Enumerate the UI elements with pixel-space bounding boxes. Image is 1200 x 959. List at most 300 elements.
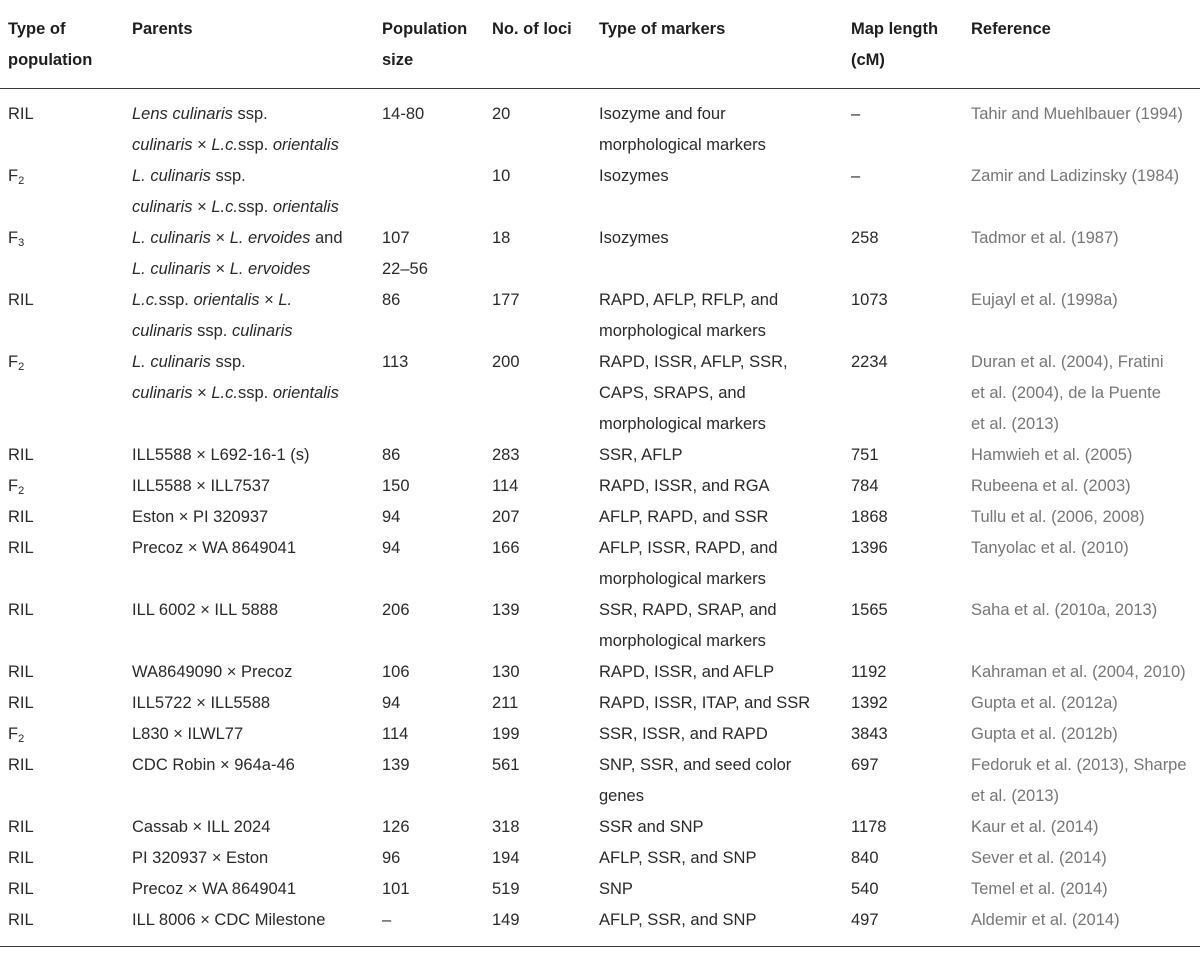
markers-cell	[591, 750, 843, 812]
map-length: 1178	[851, 818, 887, 836]
taxon-name: L. ervoides	[229, 229, 311, 247]
loci-cell	[484, 440, 591, 471]
population-size-cell	[374, 161, 484, 223]
map-length-cell	[843, 502, 963, 533]
map-length: 751	[851, 446, 879, 464]
marker-types: Isozyme and four	[599, 105, 726, 123]
parents-text: CDC Robin × 964a-46	[132, 756, 295, 774]
parents-text: ssp.	[232, 105, 268, 123]
taxon-name: L. ervoides	[229, 260, 311, 278]
population-size-cell	[374, 750, 484, 812]
population-size-cell	[374, 533, 484, 595]
loci-cell	[484, 843, 591, 874]
taxon-name: culinaris	[132, 384, 193, 402]
marker-types: AFLP, RAPD, and SSR	[599, 508, 769, 526]
marker-types: RAPD, ISSR, and RGA	[599, 477, 770, 495]
map-length-cell	[843, 905, 963, 947]
population-size: 96	[382, 849, 401, 867]
population-type	[8, 688, 124, 719]
population-type-cell	[0, 843, 124, 874]
header-type-of-markers: Type of markers	[599, 20, 726, 38]
population-type-label: RIL	[8, 694, 34, 712]
reference-cell	[963, 905, 1200, 947]
marker-types: morphological markers	[599, 415, 766, 433]
parents-line	[132, 905, 374, 936]
marker-types: RAPD, ISSR, AFLP, SSR,	[599, 353, 788, 371]
parents-text: ssp.	[237, 198, 273, 216]
reference-citation: Kahraman et al. (2004, 2010)	[971, 663, 1186, 681]
parents-cell	[124, 657, 374, 688]
header-reference: Reference	[971, 20, 1051, 38]
map-length: 784	[851, 477, 879, 495]
population-type-cell	[0, 812, 124, 843]
map-length: 1192	[851, 663, 887, 681]
parents-cell	[124, 905, 374, 947]
population-type-label: RIL	[8, 663, 34, 681]
markers-cell	[591, 347, 843, 440]
markers-cell	[591, 89, 843, 162]
map-length: 2234	[851, 353, 888, 371]
population-size: 206	[382, 601, 410, 619]
population-size: –	[382, 911, 392, 929]
table-row	[0, 285, 1200, 347]
reference-cell	[963, 688, 1200, 719]
parents-cell	[124, 347, 374, 440]
parents-text: PI 320937 × Eston	[132, 849, 269, 867]
parents-line	[132, 750, 374, 781]
no-of-loci: 519	[492, 880, 520, 898]
table-row	[0, 719, 1200, 750]
reference-cell	[963, 502, 1200, 533]
map-length-cell	[843, 285, 963, 347]
loci-cell	[484, 657, 591, 688]
population-size: 101	[382, 880, 410, 898]
marker-types: RAPD, ISSR, ITAP, and SSR	[599, 694, 811, 712]
reference-citation: Duran et al. (2004), Fratini	[971, 353, 1164, 371]
markers-cell	[591, 657, 843, 688]
map-length-cell	[843, 657, 963, 688]
no-of-loci: 166	[492, 539, 520, 557]
marker-types: AFLP, SSR, and SNP	[599, 849, 757, 867]
population-type-cell	[0, 161, 124, 223]
loci-cell	[484, 595, 591, 657]
population-size: 106	[382, 663, 410, 681]
generation-subscript: 3	[18, 237, 25, 249]
population-size: 14-80	[382, 105, 425, 123]
parents-cell	[124, 161, 374, 223]
no-of-loci: 207	[492, 508, 520, 526]
parents-line	[132, 719, 374, 750]
marker-types: AFLP, SSR, and SNP	[599, 911, 757, 929]
map-length: 540	[851, 880, 879, 898]
map-length-cell	[843, 533, 963, 595]
reference-cell	[963, 471, 1200, 502]
parents-text: ssp.	[210, 167, 246, 185]
table-row	[0, 905, 1200, 947]
parents-line	[132, 316, 374, 347]
taxon-name: L.c.	[211, 136, 238, 154]
taxon-name: L.c.	[211, 384, 238, 402]
map-length: 1073	[851, 291, 888, 309]
reference-cell	[963, 347, 1200, 440]
population-type	[8, 285, 124, 316]
marker-types: AFLP, ISSR, RAPD, and	[599, 539, 778, 557]
map-length-cell	[843, 440, 963, 471]
header-no-of-loci: No. of loci	[492, 20, 572, 38]
parents-text: ssp.	[210, 353, 246, 371]
table-row	[0, 750, 1200, 812]
taxon-name: culinaris	[132, 198, 193, 216]
reference-citation: et al. (2013)	[971, 787, 1060, 805]
marker-types: Isozymes	[599, 229, 669, 247]
markers-cell	[591, 161, 843, 223]
taxon-name: Lens culinaris	[132, 105, 233, 123]
no-of-loci: 20	[492, 105, 511, 123]
lentil-mapping-populations-table	[0, 4, 1200, 947]
population-type-cell	[0, 719, 124, 750]
population-type-cell	[0, 905, 124, 947]
parents-text: and	[310, 229, 343, 247]
reference-citation: Kaur et al. (2014)	[971, 818, 1099, 836]
no-of-loci: 199	[492, 725, 520, 743]
loci-cell	[484, 533, 591, 595]
parents-cell	[124, 223, 374, 285]
population-type-label: RIL	[8, 105, 34, 123]
map-length: 497	[851, 911, 879, 929]
population-type-label: RIL	[8, 756, 34, 774]
population-type	[8, 719, 124, 750]
no-of-loci: 10	[492, 167, 511, 185]
map-length: 840	[851, 849, 879, 867]
parents-cell	[124, 719, 374, 750]
table-row	[0, 161, 1200, 223]
population-type	[8, 161, 124, 192]
reference-cell	[963, 89, 1200, 162]
markers-cell	[591, 719, 843, 750]
population-size: 22–56	[382, 260, 428, 278]
parents-line	[132, 285, 374, 316]
population-type-label: F	[8, 229, 19, 247]
reference-citation: Saha et al. (2010a, 2013)	[971, 601, 1158, 619]
parents-text: ssp.	[192, 322, 232, 340]
table-row	[0, 89, 1200, 162]
map-length: 1565	[851, 601, 888, 619]
table-row	[0, 874, 1200, 905]
population-size-cell	[374, 843, 484, 874]
generation-subscript: 2	[18, 733, 25, 745]
map-length-cell	[843, 471, 963, 502]
population-type	[8, 502, 124, 533]
parents-text: ssp.	[237, 384, 273, 402]
parents-cell	[124, 688, 374, 719]
map-length-cell	[843, 688, 963, 719]
parents-text: ×	[192, 384, 212, 402]
table-row	[0, 440, 1200, 471]
no-of-loci: 139	[492, 601, 520, 619]
table-row	[0, 347, 1200, 440]
loci-cell	[484, 471, 591, 502]
loci-cell	[484, 812, 591, 843]
map-length-cell	[843, 223, 963, 285]
parents-cell	[124, 843, 374, 874]
population-type-label: F	[8, 725, 19, 743]
reference-citation: et al. (2004), de la Puente	[971, 384, 1161, 402]
population-size-cell	[374, 688, 484, 719]
reference-citation: et al. (2013)	[971, 415, 1060, 433]
population-size: 94	[382, 508, 401, 526]
no-of-loci: 18	[492, 229, 511, 247]
taxon-name: L.c.	[132, 291, 159, 309]
map-length-cell	[843, 843, 963, 874]
taxon-name: orientalis	[272, 136, 339, 154]
parents-cell	[124, 533, 374, 595]
no-of-loci: 149	[492, 911, 520, 929]
parents-text: ssp.	[158, 291, 194, 309]
header-parents: Parents	[132, 20, 193, 38]
no-of-loci: 318	[492, 818, 520, 836]
marker-types: Isozymes	[599, 167, 669, 185]
parents-line	[132, 254, 374, 285]
markers-cell	[591, 843, 843, 874]
taxon-name: orientalis	[272, 384, 339, 402]
population-size: 94	[382, 694, 401, 712]
map-length-cell	[843, 719, 963, 750]
markers-cell	[591, 223, 843, 285]
parents-text: ×	[259, 291, 279, 309]
markers-cell	[591, 285, 843, 347]
marker-types: SSR and SNP	[599, 818, 704, 836]
population-size: 113	[382, 353, 409, 371]
marker-types: RAPD, AFLP, RFLP, and	[599, 291, 779, 309]
reference-citation: Tullu et al. (2006, 2008)	[971, 508, 1145, 526]
taxon-name: L. culinaris	[132, 167, 211, 185]
parents-line	[132, 223, 374, 254]
table-row	[0, 223, 1200, 285]
table-row	[0, 595, 1200, 657]
header-map-length: Map length (cM)	[851, 20, 939, 69]
parents-text: ILL 6002 × ILL 5888	[132, 601, 279, 619]
table-body	[0, 89, 1200, 947]
parents-text: ILL5588 × L692-16-1 (s)	[132, 446, 310, 464]
loci-cell	[484, 719, 591, 750]
population-type	[8, 750, 124, 781]
parents-text: ILL5588 × ILL7537	[132, 477, 271, 495]
taxon-name: L.c.	[211, 198, 238, 216]
parents-text: ×	[210, 260, 230, 278]
no-of-loci: 561	[492, 756, 520, 774]
reference-citation: Gupta et al. (2012b)	[971, 725, 1118, 743]
reference-cell	[963, 874, 1200, 905]
reference-cell	[963, 440, 1200, 471]
marker-types: SSR, AFLP	[599, 446, 683, 464]
taxon-name: orientalis	[193, 291, 260, 309]
loci-cell	[484, 750, 591, 812]
generation-subscript: 2	[18, 485, 25, 497]
marker-types: genes	[599, 787, 644, 805]
reference-cell	[963, 285, 1200, 347]
population-type-label: F	[8, 477, 19, 495]
population-size-cell	[374, 719, 484, 750]
marker-types: SSR, ISSR, and RAPD	[599, 725, 768, 743]
population-type-label: RIL	[8, 291, 34, 309]
population-size-cell	[374, 812, 484, 843]
loci-cell	[484, 905, 591, 947]
loci-cell	[484, 161, 591, 223]
reference-cell	[963, 843, 1200, 874]
no-of-loci: 130	[492, 663, 520, 681]
population-type-cell	[0, 502, 124, 533]
table-row	[0, 657, 1200, 688]
no-of-loci: 114	[492, 477, 519, 495]
population-type	[8, 874, 124, 905]
loci-cell	[484, 89, 591, 162]
parents-cell	[124, 440, 374, 471]
taxon-name: culinaris	[132, 322, 193, 340]
parents-line	[132, 688, 374, 719]
population-type	[8, 905, 124, 936]
population-type	[8, 595, 124, 626]
population-type	[8, 843, 124, 874]
population-type-cell	[0, 688, 124, 719]
header-type-of-population: Type of population	[8, 20, 93, 69]
population-type-cell	[0, 533, 124, 595]
population-type-label: F	[8, 353, 19, 371]
map-length-cell	[843, 89, 963, 162]
population-type	[8, 657, 124, 688]
marker-types: morphological markers	[599, 136, 766, 154]
table-row	[0, 843, 1200, 874]
population-type-cell	[0, 223, 124, 285]
parents-text: Precoz × WA 8649041	[132, 880, 297, 898]
map-length: –	[851, 105, 861, 123]
markers-cell	[591, 533, 843, 595]
reference-citation: Tadmor et al. (1987)	[971, 229, 1119, 247]
population-size-cell	[374, 89, 484, 162]
marker-types: SSR, RAPD, SRAP, and	[599, 601, 777, 619]
population-type-label: RIL	[8, 818, 34, 836]
taxon-name: L. culinaris	[132, 260, 211, 278]
parents-line	[132, 471, 374, 502]
table-row	[0, 812, 1200, 843]
population-size: 107	[382, 229, 410, 247]
map-length: 1396	[851, 539, 888, 557]
generation-subscript: 2	[18, 361, 25, 373]
marker-types: morphological markers	[599, 632, 766, 650]
parents-line	[132, 533, 374, 564]
loci-cell	[484, 347, 591, 440]
taxon-name: culinaris	[132, 136, 193, 154]
reference-cell	[963, 533, 1200, 595]
marker-types: SNP	[599, 880, 633, 898]
map-length-cell	[843, 874, 963, 905]
parents-cell	[124, 874, 374, 905]
markers-cell	[591, 595, 843, 657]
parents-text: ×	[210, 229, 230, 247]
parents-text: ILL5722 × ILL5588	[132, 694, 271, 712]
reference-citation: Zamir and Ladizinsky (1984)	[971, 167, 1180, 185]
map-length-cell	[843, 812, 963, 843]
table-row	[0, 502, 1200, 533]
markers-cell	[591, 440, 843, 471]
population-size: 86	[382, 291, 401, 309]
population-size-cell	[374, 347, 484, 440]
marker-types: CAPS, SRAPS, and	[599, 384, 746, 402]
map-length-cell	[843, 161, 963, 223]
parents-text: ×	[192, 198, 212, 216]
reference-cell	[963, 812, 1200, 843]
parents-text: WA8649090 × Precoz	[132, 663, 293, 681]
reference-citation: Tanyolac et al. (2010)	[971, 539, 1129, 557]
reference-citation: Hamwieh et al. (2005)	[971, 446, 1133, 464]
reference-cell	[963, 595, 1200, 657]
population-size-cell	[374, 657, 484, 688]
taxon-name: L. culinaris	[132, 229, 211, 247]
map-length: 1868	[851, 508, 888, 526]
reference-citation: Aldemir et al. (2014)	[971, 911, 1120, 929]
population-type-cell	[0, 471, 124, 502]
parents-line	[132, 440, 374, 471]
markers-cell	[591, 471, 843, 502]
no-of-loci: 211	[492, 694, 519, 712]
population-size-cell	[374, 223, 484, 285]
parents-cell	[124, 595, 374, 657]
table-header	[0, 4, 1200, 89]
population-type	[8, 471, 124, 502]
reference-cell	[963, 223, 1200, 285]
no-of-loci: 200	[492, 353, 520, 371]
parents-cell	[124, 502, 374, 533]
map-length-cell	[843, 750, 963, 812]
reference-citation: Gupta et al. (2012a)	[971, 694, 1118, 712]
reference-citation: Eujayl et al. (1998a)	[971, 291, 1118, 309]
markers-cell	[591, 905, 843, 947]
map-length: 1392	[851, 694, 888, 712]
population-size-cell	[374, 595, 484, 657]
reference-cell	[963, 161, 1200, 223]
taxon-name: L. culinaris	[132, 353, 211, 371]
reference-citation: Sever et al. (2014)	[971, 849, 1107, 867]
loci-cell	[484, 285, 591, 347]
taxon-name: L.	[278, 291, 293, 309]
reference-citation: Temel et al. (2014)	[971, 880, 1108, 898]
map-length: 3843	[851, 725, 888, 743]
population-size: 139	[382, 756, 410, 774]
reference-cell	[963, 719, 1200, 750]
population-type-cell	[0, 595, 124, 657]
marker-types: RAPD, ISSR, and AFLP	[599, 663, 775, 681]
map-length: –	[851, 167, 861, 185]
parents-line	[132, 378, 374, 409]
parents-line	[132, 192, 374, 223]
no-of-loci: 177	[492, 291, 520, 309]
markers-cell	[591, 502, 843, 533]
reference-cell	[963, 750, 1200, 812]
parents-line	[132, 347, 374, 378]
parents-text: ×	[192, 136, 212, 154]
no-of-loci: 194	[492, 849, 520, 867]
population-size-cell	[374, 905, 484, 947]
population-type-cell	[0, 285, 124, 347]
population-type-cell	[0, 89, 124, 162]
parents-line	[132, 99, 374, 130]
parents-line	[132, 595, 374, 626]
population-size: 86	[382, 446, 401, 464]
population-type-label: RIL	[8, 446, 34, 464]
marker-types: morphological markers	[599, 570, 766, 588]
parents-cell	[124, 285, 374, 347]
population-type-cell	[0, 347, 124, 440]
population-size-cell	[374, 874, 484, 905]
